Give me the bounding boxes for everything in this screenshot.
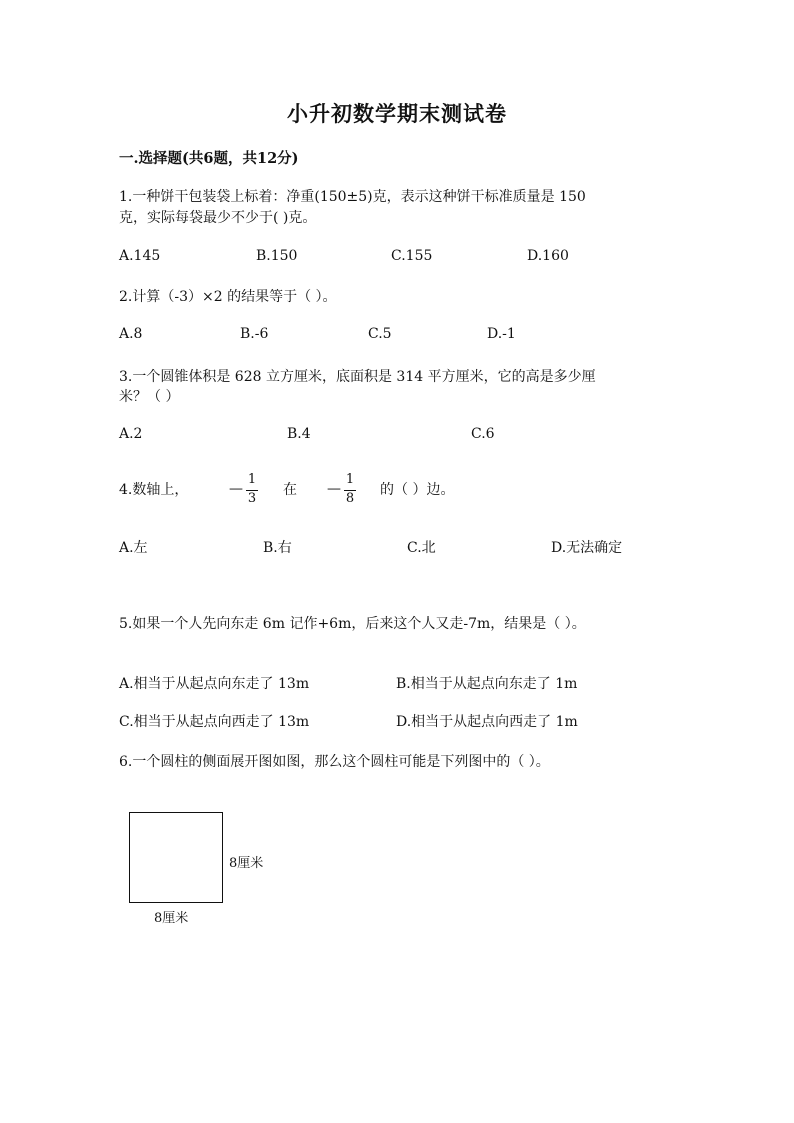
question-3-line-1: 3.一个圆锥体积是 628 立方厘米，底面积是 314 平方厘米，它的高是多少厘 [119, 369, 596, 385]
q2-option-c: C.5 [368, 326, 392, 342]
question-6-line-1: 6.一个圆柱的侧面展开图如图，那么这个圆柱可能是下列图中的（ ）。 [119, 754, 550, 770]
q1-option-d: D.160 [527, 248, 569, 264]
question-1-line-1: 1.一种饼干包装袋上标着：净重(150±5)克，表示这种饼干标准质量是 150 [119, 189, 586, 205]
q1-option-b: B.150 [256, 248, 298, 264]
question-4-prefix: 4.数轴上， [119, 482, 189, 498]
q3-option-c: C.6 [471, 426, 495, 442]
fraction-1-denominator: 3 [247, 491, 257, 506]
question-4-mid: 在 [283, 482, 297, 498]
question-3-line-2: 米？（ ） [119, 389, 180, 405]
question-1-line-2: 克，实际每袋最少不少于( )克。 [119, 210, 317, 226]
fraction-2-sign: — [327, 481, 341, 497]
section-heading: 一.选择题(共6题，共12分) [119, 150, 299, 167]
page-title: 小升初数学期末测试卷 [287, 101, 507, 126]
q5-option-a: A.相当于从起点向东走了 13m [119, 676, 310, 692]
cylinder-net-square [129, 812, 223, 903]
q3-option-b: B.4 [287, 426, 311, 442]
square-right-label: 8厘米 [229, 856, 264, 871]
fraction-2-denominator: 8 [345, 491, 355, 506]
q1-option-a: A.145 [119, 248, 161, 264]
q4-option-d: D.无法确定 [551, 540, 623, 556]
q5-option-c: C.相当于从起点向西走了 13m [119, 714, 310, 730]
q5-option-b: B.相当于从起点向东走了 1m [396, 676, 578, 692]
question-5-line-1: 5.如果一个人先向东走 6m 记作+6m，后来这个人又走-7m，结果是（ ）。 [119, 616, 586, 632]
q4-option-b: B.右 [263, 540, 292, 556]
q5-option-d: D.相当于从起点向西走了 1m [396, 714, 578, 730]
q4-option-a: A.左 [119, 540, 148, 556]
question-4-suffix: 的（ ）边。 [380, 482, 455, 498]
q3-option-a: A.2 [119, 426, 143, 442]
q1-option-c: C.155 [391, 248, 433, 264]
question-2-line-1: 2.计算（-3）×2 的结果等于（ ）。 [119, 289, 337, 305]
fraction-2-numerator: 1 [345, 472, 355, 487]
fraction-1-numerator: 1 [247, 472, 257, 487]
q4-option-c: C.北 [407, 540, 436, 556]
q2-option-d: D.-1 [487, 326, 516, 342]
q2-option-b: B.-6 [240, 326, 269, 342]
q2-option-a: A.8 [119, 326, 143, 342]
square-bottom-label: 8厘米 [154, 911, 189, 926]
fraction-1-sign: — [229, 481, 243, 497]
